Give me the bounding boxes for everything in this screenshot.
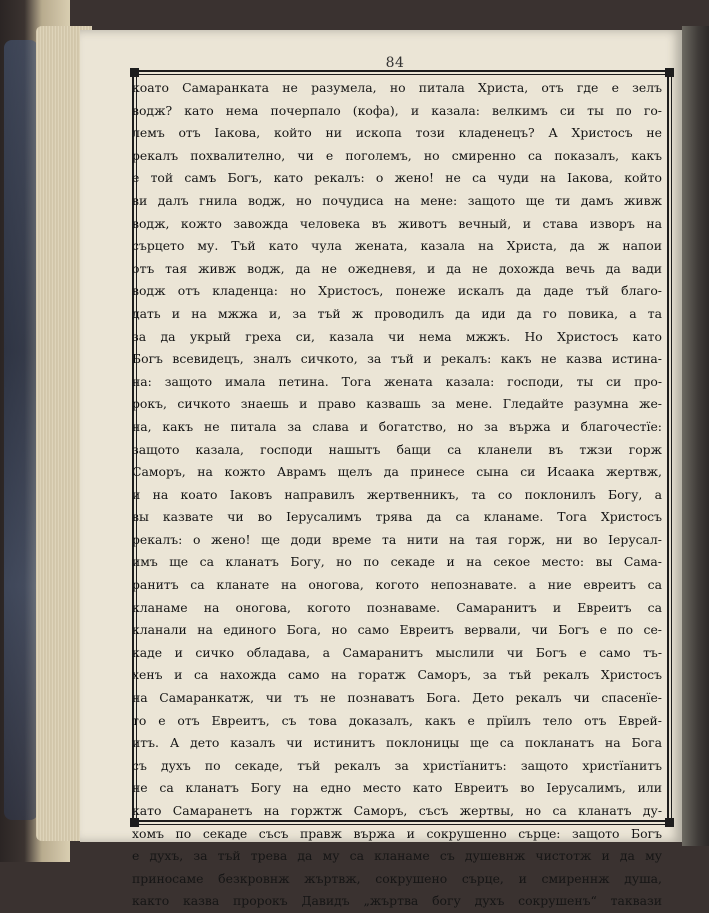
text-line: отъ тая живж водж, да не ожедневя, и да не дохожда вечь да вади (132, 260, 662, 276)
text-line: кланаме на оногова, когото познаваме. Самаранитъ и Евреитъ са (132, 599, 662, 615)
text-line: ранитъ са кланате на оногова, когото непознавате. а ние евреитъ са (132, 577, 662, 593)
text-line: на Самаранкатж, чи тъ не познаватъ Бога. Дето рекалъ чи спасенїе- (132, 690, 662, 706)
body-text (132, 77, 662, 913)
text-line: както казва пророкъ Давидъ „жъртва богу духъ сокрушенъ“ таквази (132, 893, 662, 909)
text-line: Богъ всевидецъ, зналъ сичкото, за тъй и рекалъ: какъ не казва истина- (132, 351, 662, 367)
text-line: приносаме безкровнж жъртвж, сокрушено сърце, и смиреннж душа, (132, 870, 662, 886)
text-line: рекалъ похвалително, чи е поголемъ, но смиренно са показалъ, какъ (132, 147, 662, 163)
right-page-edge (682, 26, 709, 846)
frame-corner-ornament (130, 68, 139, 77)
frame-top-rule (132, 70, 672, 75)
text-line: за да укрый греха си, казала чи нема мжжъ. Но Христосъ като (132, 328, 662, 344)
text-line: и на коато Іаковъ направилъ жертвенникъ, та со поклонилъ Богу, а (132, 486, 662, 502)
text-line: Саморъ, на кожто Аврамъ щелъ да принесе сына си Исаака жертвж, (132, 464, 662, 480)
text-line: то е отъ Евреитъ, съ това доказалъ, какъ е прїилъ тело отъ Еврей- (132, 712, 662, 728)
text-line: итъ. А дето казалъ чи истинитъ поклоницы ще са покланатъ на Бога (132, 735, 662, 751)
frame-right-rule (667, 70, 672, 825)
text-line: е той самъ Богъ, като рекалъ: о жено! не са чуди на Іакова, който (132, 170, 662, 186)
text-line: сърцето му. Тъй като чула жената, казала на Христа, да ж напои (132, 238, 662, 254)
text-line: коато Самаранката не разумела, но питала Христа, отъ где е зелъ (132, 80, 662, 95)
text-line: на: защото имала петина. Тога жената казала: господи, ты си про- (132, 373, 662, 389)
text-line: рокъ, сичкото знаешь и право казвашь за мене. Гледайте разумна же- (132, 396, 662, 412)
text-line: вы казвате чи во Іерусалимъ трява да са кланаме. Тога Христосъ (132, 509, 662, 525)
text-line: защото казала, господи нашытъ бащи са кланели въ тжзи горж (132, 441, 662, 457)
text-line: съ духъ по секаде, тъй рекалъ за христїанитъ: защото христїанитъ (132, 757, 662, 773)
frame-corner-ornament (665, 818, 674, 827)
cover-fabric (4, 40, 38, 820)
text-line: на, какъ не питала за слава и богатство, но за вържа и благочестїе: (132, 418, 662, 434)
text-line: е духъ, за тъй трева да му са кланаме съ душевнж чистотж и да му (132, 848, 662, 864)
text-line: като Самаранетъ на горжтж Саморъ, съсъ жертвы, но са кланатъ ду- (132, 803, 662, 818)
text-line: кланали на единого Бога, но само Евреитъ вервали, чи Богъ е по се- (132, 622, 662, 638)
text-line: водж? като нема почерпало (кофа), и казала: велкимъ си ты по го- (132, 102, 662, 118)
page-number: 84 (385, 55, 405, 71)
text-line: водж отъ кладенца: но Христосъ, понеже искалъ да даде тъй благо- (132, 283, 662, 299)
text-line: каде и сичко обладава, а Самаранитъ мыслили чи Богъ е само тъ- (132, 644, 662, 660)
book-page (80, 30, 682, 909)
text-line: хенъ и са нахожда само на горатж Саморъ, за тъй рекалъ Христосъ (132, 667, 662, 683)
text-line: дать и на мжжа и, за тъй ж проводилъ да иди да го повика, а та (132, 305, 662, 321)
frame-corner-ornament (665, 68, 674, 77)
text-line: рекалъ: о жено! ще доди време та нити на тая горж, ни во Іерусал- (132, 531, 662, 547)
text-line: хомъ по секаде съсъ правж вържа и сокрушенно сърце: защото Богъ (132, 825, 662, 841)
text-line: не са кланатъ Богу на едно место като Евреитъ во Іерусалимъ, или (132, 780, 662, 796)
text-line: лемъ отъ Іакова, който ни ископа този кладенецъ? А Христосъ не (132, 125, 662, 141)
text-line: ви далъ гнила водж, но почудиса на мене: защото ще ти дамъ живж (132, 192, 662, 208)
text-line: водж, кожто завожда человека въ животъ вечный, и става изворъ на (132, 215, 662, 231)
text-line: имъ ще са кланатъ Богу, но по секаде и на секое место: вы Сама- (132, 554, 662, 570)
